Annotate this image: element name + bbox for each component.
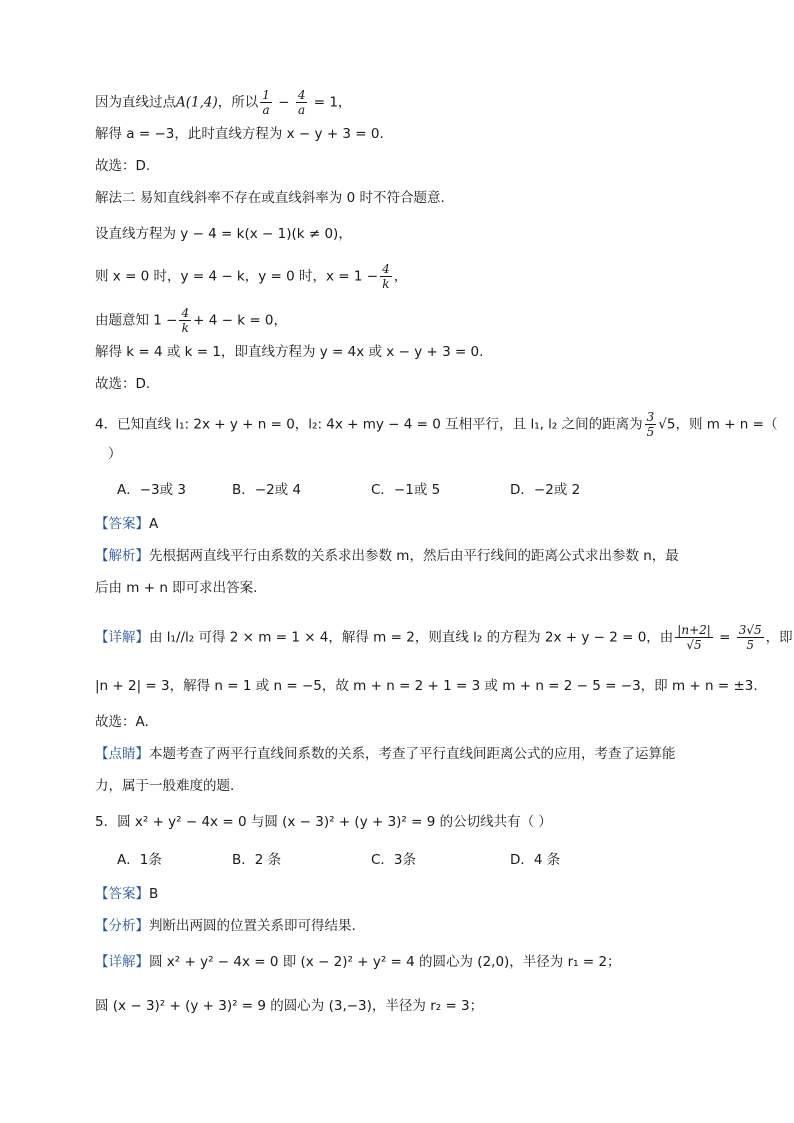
answer-tag: 【答案】 <box>95 886 149 902</box>
q5-stem: 5．圆 x² + y² − 4x = 0 与圆 (x − 3)² + (y + 3)² = 9 的公切线共有（ ） <box>95 814 552 830</box>
denominator: √5 <box>686 638 702 652</box>
numerator: 3√5 <box>738 623 762 637</box>
q4-detail-1 <box>95 623 793 652</box>
answer-value: A <box>149 516 159 532</box>
q5-detail-2: 圆 (x − 3)² + (y + 3)² = 9 的圆心为 (3,−3)，半径为 r₂ = 3； <box>95 998 484 1014</box>
q4-comment-1 <box>95 744 676 764</box>
answer-value: B <box>149 886 159 902</box>
text: = 1， <box>309 94 352 111</box>
text: 圆 x² + y² − 4x = 0 即 (x − 2)² + y² = 4 的圆心为 (2,0)，半径为 r₁ = 2； <box>149 954 621 970</box>
fraction <box>737 623 764 652</box>
solution-line-9: 故选：D. <box>95 376 151 392</box>
q4-option-c: C．−1或 5 <box>371 482 441 498</box>
text: ，即 <box>765 629 793 646</box>
q4-comment-2: 力，属于一般难度的题. <box>95 778 235 794</box>
solution-line-3: 故选：D. <box>95 158 151 174</box>
q5-option-d: D．4 条 <box>510 852 561 868</box>
denominator: 5 <box>746 638 754 652</box>
q5-analysis <box>95 916 356 936</box>
answer-tag: 【答案】 <box>95 516 149 532</box>
solution-line-7 <box>95 306 287 335</box>
q4-detail-2: |n + 2| = 3，解得 n = 1 或 n = −5，故 m + n = 2 + 1 = 3 或 m + n = 2 − 5 = −3，即 m + n = ±3. <box>95 678 758 694</box>
denominator: a <box>298 103 306 117</box>
denominator: k <box>181 321 189 335</box>
solution-line-8: 解得 k = 4 或 k = 1，即直线方程为 y = 4x 或 x − y + 3 = 0. <box>95 344 484 360</box>
analysis-tag: 【分析】 <box>95 918 149 934</box>
solution-line-2: 解得 a = −3，此时直线方程为 x − y + 3 = 0. <box>95 126 384 142</box>
q5-option-b: B．2 条 <box>232 852 282 868</box>
q4-option-b: B．−2或 4 <box>232 482 302 498</box>
fraction <box>296 88 308 117</box>
q5-option-c: C．3条 <box>371 852 417 868</box>
solution-line-4: 解法二 易知直线斜率不存在或直线斜率为 0 时不符合题意. <box>95 190 445 206</box>
text: 4．已知直线 l₁: 2x + y + n = 0，l₂: 4x + my − 4 = 0 互相平行，且 l₁, l₂ 之间的距离为 <box>95 416 643 433</box>
fraction <box>675 623 713 652</box>
numerator: 1 <box>262 88 270 102</box>
q4-analysis-1 <box>95 546 679 566</box>
text: − <box>273 94 294 111</box>
analysis-tag: 【解析】 <box>95 548 149 564</box>
fraction <box>260 88 272 117</box>
text: ， <box>393 268 408 285</box>
text: 判断出两圆的位置关系即可得结果. <box>149 918 356 934</box>
denominator: 5 <box>646 425 655 439</box>
q4-stem-close: ） <box>108 446 122 462</box>
text: 由 l₁//l₂ 可得 2 × m = 1 × 4，解得 m = 2，则直线 l₂ 的方程为 2x + y − 2 = 0，由 <box>149 629 674 646</box>
math: A(1,4) <box>176 94 218 111</box>
text: + 4 − k = 0， <box>193 312 288 329</box>
q5-detail-1 <box>95 952 621 972</box>
numerator: 4 <box>181 306 190 320</box>
text: 因为直线过点 <box>95 94 176 111</box>
text: √5，则 m + n =（ <box>658 416 778 433</box>
text: 本题考查了两平行直线间系数的关系，考查了平行直线间距离公式的应用，考查了运算能 <box>149 746 676 762</box>
solution-line-5: 设直线方程为 y − 4 = k(x − 1)(k ≠ 0)， <box>95 226 352 242</box>
numerator: 3 <box>646 410 655 424</box>
q4-analysis-2: 后由 m + n 即可求出答案. <box>95 580 258 596</box>
q4-select: 故选：A. <box>95 714 149 730</box>
numerator: |n+2| <box>677 623 711 637</box>
fraction <box>380 262 392 291</box>
q4-option-a: A．−3或 3 <box>117 482 187 498</box>
q4-option-d: D．−2或 2 <box>510 482 581 498</box>
text: 先根据两直线平行由系数的关系求出参数 m，然后由平行线间的距离公式求出参数 n，最 <box>149 548 679 564</box>
q4-answer <box>95 514 158 534</box>
solution-line-6 <box>95 262 407 291</box>
text: 则 x = 0 时，y = 4 − k，y = 0 时，x = 1 − <box>95 268 379 285</box>
denominator: k <box>382 277 390 291</box>
text: ，所以 <box>217 94 259 111</box>
numerator: 4 <box>382 262 390 276</box>
fraction <box>645 410 657 439</box>
detail-tag: 【详解】 <box>95 954 149 970</box>
q5-answer <box>95 884 158 904</box>
numerator: 4 <box>297 88 306 102</box>
denominator: a <box>262 103 270 117</box>
fraction <box>179 306 191 335</box>
detail-tag: 【详解】 <box>95 629 149 646</box>
solution-line-1 <box>95 88 351 117</box>
q5-option-a: A．1条 <box>117 852 162 868</box>
comment-tag: 【点睛】 <box>95 746 149 762</box>
q4-stem <box>95 410 777 439</box>
text: 由题意知 1 − <box>95 312 178 329</box>
text: = <box>714 629 735 646</box>
